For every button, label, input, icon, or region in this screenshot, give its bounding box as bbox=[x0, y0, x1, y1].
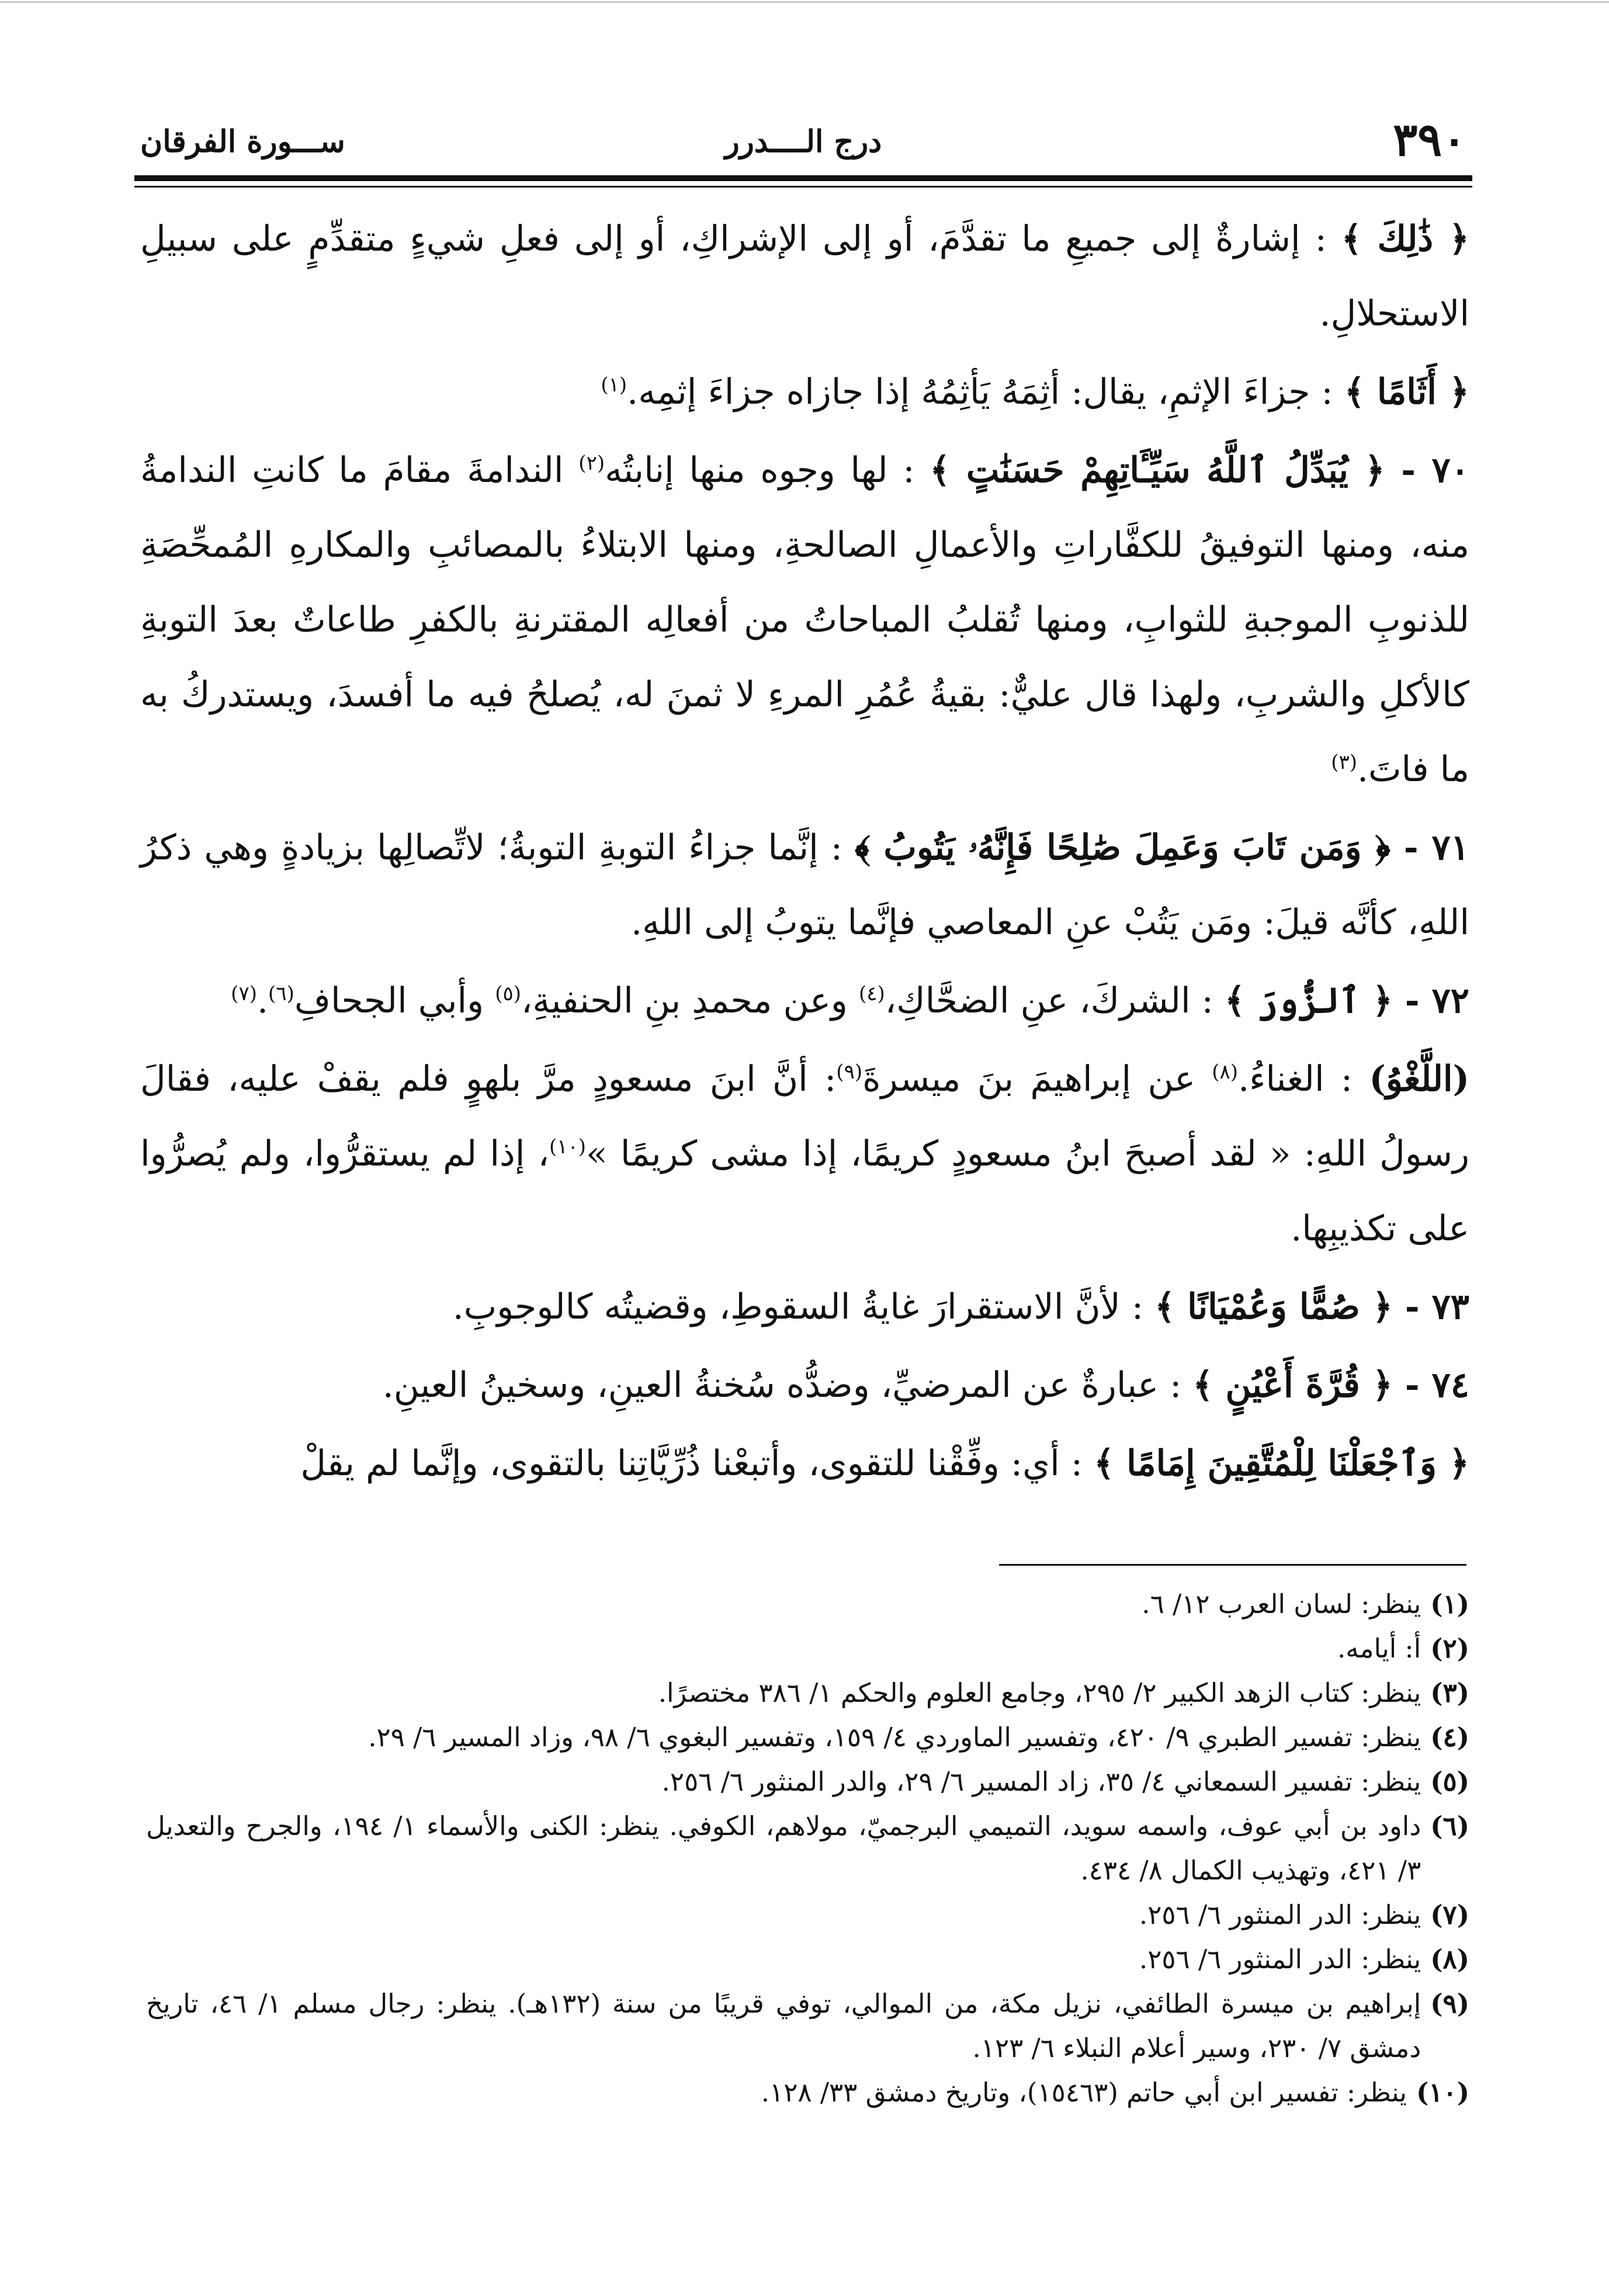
footnote-ref: (٥) bbox=[495, 982, 522, 1005]
footnote-text: أ: أيامه. bbox=[1337, 1633, 1421, 1664]
paragraph-imama bbox=[140, 1426, 1469, 1501]
paragraph-laghw bbox=[140, 1042, 1469, 1266]
header-rule-thin bbox=[134, 186, 1472, 188]
footnote-separator bbox=[999, 1564, 1466, 1566]
paragraph-verse-71 bbox=[140, 810, 1469, 960]
footnote-text: ينظر: كتاب الزهد الكبير ٢/ ٢٩٥، وجامع العلوم والحكم ١/ ٣٨٦ مختصرًا. bbox=[658, 1677, 1421, 1708]
footnote-text: ينظر: تفسير ابن أبي حاتم (١٥٤٦٣)، وتاريخ دمشق ٣٣/ ١٢٨. bbox=[761, 2077, 1407, 2108]
commentary-text: وأبي الجحافِ bbox=[294, 980, 495, 1021]
commentary-text: : أنَّ ابنَ مسعودٍ مرَّ بلهوٍ فلم يقفْ عليه، فقالَ رسولُ اللهِ: « لقد أصبحَ ابنُ مسعودٍ كريمًا، إذا مشى كريمًا » bbox=[140, 1059, 1469, 1174]
footnotes bbox=[146, 1582, 1469, 2115]
running-title: درج الــــدرر bbox=[724, 124, 882, 159]
footnote-ref: (٣) bbox=[1331, 751, 1357, 774]
footnote-5 bbox=[146, 1760, 1469, 1804]
footnote-text: إبراهيم بن ميسرة الطائفي، نزيل مكة، من الموالي، توفي قريبًا من سنة (١٣٢هـ). ينظر: رجال مسلم ١/ ٤٦، تاريخ دمشق ٧/ ٢٣٠، وسير أعلام النبلاء ٦/ ١٢٣. bbox=[146, 1988, 1421, 2063]
footnote-text: ينظر: الدر المنثور ٦/ ٢٥٦. bbox=[1139, 1944, 1421, 1975]
footnote-ref: (٢) bbox=[578, 452, 605, 475]
quran-term: ﴿ أَثَامًا ﴾ bbox=[1344, 372, 1469, 412]
footnote-ref: (٧) bbox=[231, 982, 257, 1005]
quran-term: ﴿ صُمًّا وَعُمْيَانًا ﴾ bbox=[1154, 1286, 1393, 1327]
footnote-number: (٥) bbox=[1430, 1766, 1469, 1797]
footnote-text: ينظر: تفسير الطبري ٩/ ٤٢٠، وتفسير الماوردي ٤/ ١٥٩، وتفسير البغوي ٦/ ٩٨، وزاد المسير ٦/ ٢٩. bbox=[368, 1722, 1421, 1753]
verse-number: ٧٣ - bbox=[1392, 1286, 1469, 1327]
page-header bbox=[134, 113, 1472, 167]
commentary-text: : الغناءُ. bbox=[1238, 1059, 1369, 1100]
footnote-number: (٦) bbox=[1430, 1811, 1469, 1841]
footnote-number: (٣) bbox=[1430, 1677, 1469, 1708]
commentary-text: وعن محمدِ بنِ الحنفيةِ، bbox=[521, 980, 859, 1021]
quran-term: ﴿ قُرَّةَ أَعْيُنٍ ﴾ bbox=[1192, 1365, 1393, 1406]
surah-name: ســـورة الفرقان bbox=[140, 124, 345, 159]
quran-term: ﴿ يُبَدِّلُ ٱللَّهُ سَيِّـَٔاتِهِمْ حَسَنَٰتٍ ﴾ bbox=[930, 450, 1385, 491]
footnote-number: (٢) bbox=[1430, 1633, 1469, 1664]
verse-number: ٧٤ - bbox=[1392, 1365, 1469, 1406]
commentary-text: . bbox=[256, 980, 269, 1021]
footnote-ref: (٤) bbox=[858, 982, 885, 1005]
footnote-number: (٤) bbox=[1430, 1722, 1469, 1753]
footnote-number: (١) bbox=[1430, 1589, 1469, 1619]
footnote-ref: (١٠) bbox=[549, 1135, 586, 1159]
footnote-text: ينظر: لسان العرب ١٢/ ٦. bbox=[1142, 1589, 1421, 1619]
quran-term: ﴿ ٱلزُّورَ ﴾ bbox=[1224, 980, 1393, 1021]
footnote-ref: (١) bbox=[601, 373, 627, 397]
footnote-9 bbox=[146, 1982, 1469, 2070]
quran-term: ﴿ وَٱجْعَلْنَا لِلْمُتَّقِينَ إِمَامًا ﴾ bbox=[1094, 1443, 1469, 1484]
footnote-ref: (٦) bbox=[268, 982, 294, 1005]
verse-number: ٧١ - bbox=[1390, 827, 1469, 868]
footnote-3 bbox=[146, 1671, 1469, 1715]
paragraph-verse-72 bbox=[140, 963, 1469, 1038]
paragraph-verse-70 bbox=[140, 433, 1469, 807]
footnote-6 bbox=[146, 1804, 1469, 1893]
commentary-text: : لأنَّ الاستقرارَ غايةُ السقوطِ، وقضيتُه كالوجوبِ. bbox=[452, 1286, 1155, 1327]
commentary-text: الندامةَ مقامَ ما كانتِ الندامةُ منه، ومنها التوفيقُ للكفَّاراتِ والأعمالِ الصالحةِ، ومنها الابتلاءُ بالمصائبِ والمكارهِ المُمحِّصَةِ للذنوبِ الموجبةِ للثوابِ، ومنها تُقلبُ المباحاتُ من أفعالِه المقترنةِ بالكفرِ طاعاتٌ بعدَ التوبةِ كالأكلِ والشربِ، ولهذا قال عليٌّ: بقيةُ عُمُرِ المرءِ لا ثمنَ له، يُصلحُ فيه ما أفسدَ، ويستدركُ به ما فاتَ. bbox=[140, 450, 1469, 790]
scan-edge-line bbox=[0, 1, 1609, 3]
footnote-text: ينظر: تفسير السمعاني ٤/ ٣٥، زاد المسير ٦/ ٢٩، والدر المنثور ٦/ ٢٥٦. bbox=[661, 1766, 1421, 1797]
footnote-number: (٧) bbox=[1430, 1899, 1469, 1930]
footnote-number: (٨) bbox=[1430, 1944, 1469, 1975]
verse-number: ٧٠ - bbox=[1385, 450, 1469, 491]
commentary-text: ، إذا لم يستقرُّوا، ولم يُصرُّوا على تكذيبِها. bbox=[140, 1133, 1469, 1249]
quran-term: ﴿ وَمَن تَابَ وَعَمِلَ صَٰلِحًا فَإِنَّهُۥ يَتُوبُ ﴾ bbox=[854, 827, 1390, 868]
footnote-number: (٩) bbox=[1430, 1988, 1469, 2019]
commentary-text: : جزاءَ الإثمِ، يقال: أثِمَهُ يَأثِمُهُ إذا جازاه جزاءَ إثمِه. bbox=[627, 372, 1344, 412]
footnote-text: داود بن أبي عوف، واسمه سويد، التميمي البرجميّ، مولاهم، الكوفي. ينظر: الكنى والأسماء ١/ ١٩٤، والجرح والتعديل ٣/ ٤٢١، وتهذيب الكمال ٨/ ٤٣٤. bbox=[146, 1811, 1421, 1886]
paragraph-verse-74 bbox=[140, 1348, 1469, 1423]
commentary-text: : لها وجوه منها إنابتُه bbox=[605, 450, 930, 491]
verse-number: ٧٢ - bbox=[1392, 980, 1469, 1021]
header-rule-thick bbox=[134, 175, 1472, 181]
main-text bbox=[140, 202, 1469, 1501]
commentary-text: : أي: وفِّقْنا للتقوى، وأتبعْنا ذُرِّيَّاتِنا بالتقوى، وإنَّما لم يقلْ bbox=[300, 1443, 1094, 1484]
paragraph-verse-73 bbox=[140, 1270, 1469, 1344]
quran-term: (اللَّغْوُ) bbox=[1369, 1059, 1469, 1100]
page-number: ٣٩٠ bbox=[1393, 113, 1466, 167]
footnote-2 bbox=[146, 1626, 1469, 1671]
commentary-text: : الشركَ، عنِ الضحَّاكِ، bbox=[885, 980, 1225, 1021]
footnote-10 bbox=[146, 2070, 1469, 2115]
paragraph-dhalika bbox=[140, 202, 1469, 351]
footnote-8 bbox=[146, 1937, 1469, 1982]
commentary-text: عن إبراهيمَ بنَ ميسرةَ bbox=[862, 1059, 1212, 1100]
footnote-4 bbox=[146, 1715, 1469, 1760]
footnote-7 bbox=[146, 1893, 1469, 1937]
commentary-text: : إشارةٌ إلى جميعِ ما تقدَّمَ، أو إلى الإشراكِ، أو إلى فعلِ شيءٍ متقدِّمٍ على سبيلِ الاستحلالِ. bbox=[140, 218, 1469, 334]
commentary-text: : عبارةٌ عن المرضيِّ، وضدُّه سُخنةُ العينِ، وسخينُ العينِ. bbox=[382, 1365, 1193, 1406]
footnote-ref: (٩) bbox=[836, 1060, 863, 1084]
quran-term: ﴿ ذَٰلِكَ ﴾ bbox=[1341, 218, 1469, 259]
footnote-ref: (٨) bbox=[1212, 1060, 1239, 1084]
footnote-1 bbox=[146, 1582, 1469, 1626]
footnote-text: ينظر: الدر المنثور ٦/ ٢٥٦. bbox=[1139, 1899, 1421, 1930]
commentary-text: : إنَّما جزاءُ التوبةِ التوبةُ؛ لاتِّصالِها بزيادةٍ وهي ذكرُ اللهِ، كأنَّه قيلَ: ومَن يَتُبْ عنِ المعاصي فإنَّما يتوبُ إلى اللهِ. bbox=[140, 827, 1469, 943]
footnote-number: (١٠) bbox=[1416, 2077, 1469, 2108]
paragraph-athama bbox=[140, 355, 1469, 429]
